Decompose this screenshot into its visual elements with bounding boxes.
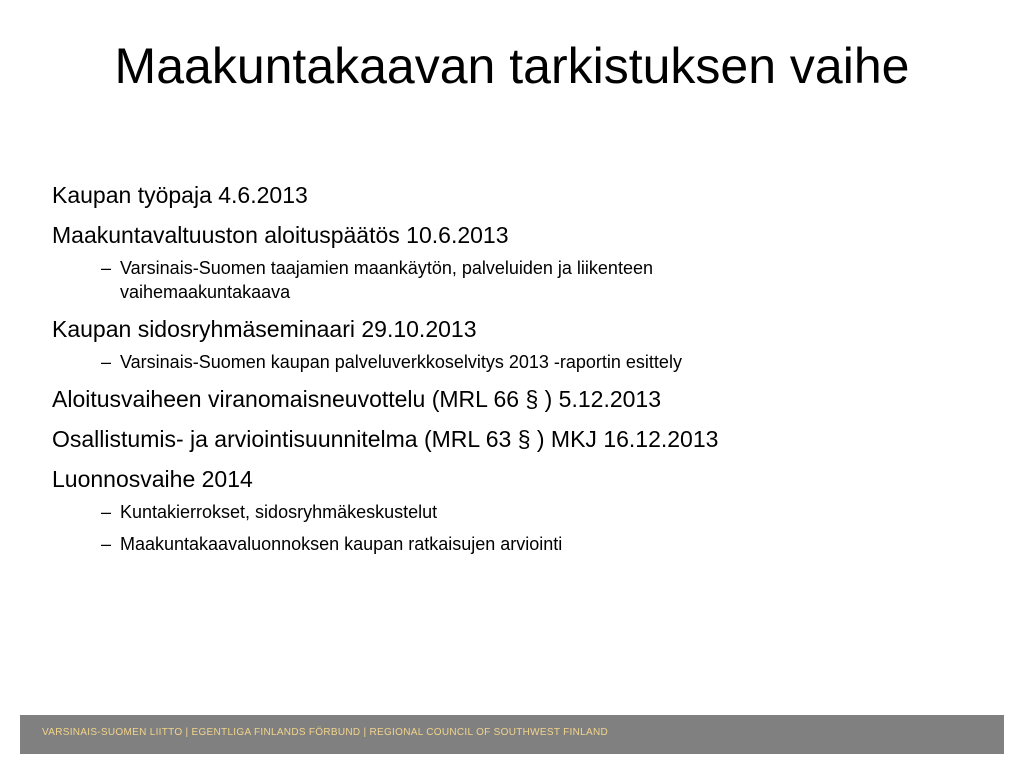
sub-bullet-item <box>52 532 820 556</box>
dash-marker: – <box>101 502 112 522</box>
sub-bullet-list <box>52 500 992 556</box>
sub-bullet-text: Maakuntakaavaluonnoksen kaupan ratkaisujen arviointi <box>120 534 563 554</box>
bullet-list <box>52 180 992 566</box>
sub-bullet-item <box>52 350 820 374</box>
sub-bullet-text: Kuntakierrokset, sidosryhmäkeskustelut <box>120 502 438 522</box>
footer-bar <box>20 715 1004 754</box>
sub-bullet-item <box>52 500 820 524</box>
sub-bullet-list <box>52 350 992 374</box>
bullet-item: Kaupan työpaja 4.6.2013 <box>52 182 308 208</box>
sub-bullet-list <box>52 256 992 304</box>
dash-marker: – <box>101 258 112 278</box>
bullet-item: Luonnosvaihe 2014 <box>52 466 253 492</box>
slide-title: Maakuntakaavan tarkistuksen vaihe <box>114 38 910 94</box>
bullet-item: Aloitusvaiheen viranomaisneuvottelu (MRL 66 § ) 5.12.2013 <box>52 386 662 412</box>
bullet-item: Kaupan sidosryhmäseminaari 29.10.2013 <box>52 316 477 342</box>
sub-bullet-text: Varsinais-Suomen kaupan palveluverkkoselvitys 2013 -raportin esittely <box>120 352 682 372</box>
sub-bullet-item <box>52 256 820 304</box>
dash-marker: – <box>101 352 112 372</box>
bullet-item: Maakuntavaltuuston aloituspäätös 10.6.2013 <box>52 222 509 248</box>
footer-organization-text: VARSINAIS-SUOMEN LIITTO | EGENTLIGA FINLANDS FÖRBUND | REGIONAL COUNCIL OF SOUTHWEST FINLAND <box>42 727 609 738</box>
dash-marker: – <box>101 534 112 554</box>
bullet-item: Osallistumis- ja arviointisuunnitelma (MRL 63 § ) MKJ 16.12.2013 <box>52 426 719 452</box>
sub-bullet-text: Varsinais-Suomen taajamien maankäytön, palveluiden ja liikenteen vaihemaakuntakaava <box>120 258 653 302</box>
